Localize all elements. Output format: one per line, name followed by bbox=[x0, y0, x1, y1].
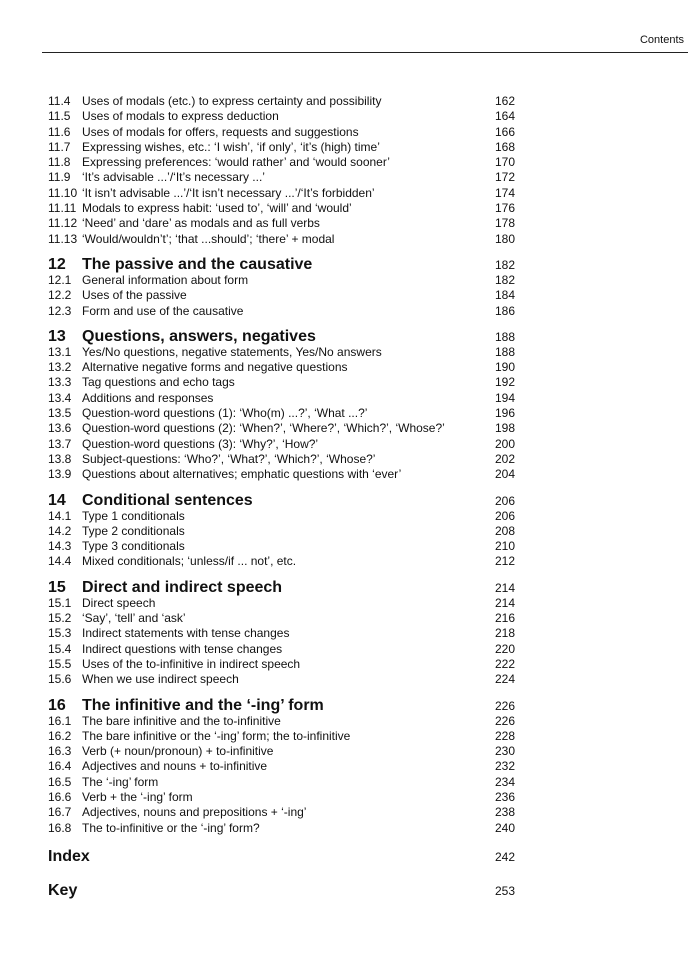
entry-page-number: 200 bbox=[495, 436, 516, 451]
entry-number: 16.3 bbox=[48, 744, 72, 759]
key-entry-page-number: 253 bbox=[495, 883, 516, 898]
entry-number: 14.2 bbox=[48, 523, 72, 538]
entry-number: 16.5 bbox=[48, 774, 72, 789]
toc-entry[interactable] bbox=[48, 390, 516, 406]
entry-page-number: 214 bbox=[495, 595, 516, 610]
entry-title: ‘Would/wouldn’t’; ‘that ...should’; ‘there’ + modal bbox=[82, 231, 335, 246]
entry-page-number: 240 bbox=[495, 820, 516, 835]
toc-entry[interactable] bbox=[48, 421, 516, 436]
entry-title: Expressing preferences: ‘would rather’ and ‘would sooner’ bbox=[82, 155, 390, 170]
toc-entry[interactable] bbox=[48, 375, 516, 390]
entry-number: 16.2 bbox=[48, 728, 72, 743]
toc-entry[interactable] bbox=[48, 672, 516, 687]
toc-entry[interactable] bbox=[48, 789, 516, 805]
entry-page-number: 186 bbox=[495, 303, 516, 318]
table-of-contents bbox=[48, 94, 518, 900]
chapter-page-number: 182 bbox=[495, 257, 516, 272]
entry-number: 13.2 bbox=[48, 360, 72, 375]
toc-entry[interactable] bbox=[48, 231, 516, 247]
entry-title: Questions about alternatives; emphatic questions with ‘ever’ bbox=[82, 467, 402, 482]
chapter-title: Direct and indirect speech bbox=[82, 578, 283, 596]
entry-page-number: 208 bbox=[495, 523, 516, 538]
toc-entry[interactable] bbox=[48, 820, 516, 836]
chapter-heading[interactable] bbox=[48, 491, 516, 509]
entry-title: Uses of modals for offers, requests and suggestions bbox=[82, 124, 359, 139]
index-entry-title: Index bbox=[48, 847, 90, 865]
entry-number: 13.7 bbox=[48, 436, 72, 451]
entry-page-number: 228 bbox=[495, 728, 516, 743]
entry-number: 15.1 bbox=[48, 595, 72, 610]
toc-entry[interactable] bbox=[48, 508, 516, 524]
toc-entry[interactable] bbox=[48, 170, 516, 185]
index-entry-page-number: 242 bbox=[495, 849, 516, 864]
entry-number: 13.3 bbox=[48, 375, 72, 390]
entry-number: 11.6 bbox=[48, 124, 71, 139]
entry-title: Type 2 conditionals bbox=[82, 523, 185, 538]
entry-page-number: 212 bbox=[495, 554, 516, 569]
entry-number: 13.1 bbox=[48, 344, 72, 359]
entry-title: Type 1 conditionals bbox=[82, 508, 185, 523]
toc-entry[interactable] bbox=[48, 406, 516, 421]
header-rule bbox=[42, 52, 688, 53]
entry-number: 15.5 bbox=[48, 656, 72, 671]
entry-number: 16.8 bbox=[48, 820, 72, 835]
entry-title: ‘Say’, ‘tell’ and ‘ask’ bbox=[82, 611, 186, 626]
toc-entry[interactable] bbox=[48, 124, 516, 140]
entry-number: 11.8 bbox=[48, 155, 71, 170]
entry-number: 11.4 bbox=[48, 94, 71, 108]
toc-entry[interactable] bbox=[48, 759, 516, 774]
entry-page-number: 168 bbox=[495, 139, 516, 154]
chapter-page-number: 214 bbox=[495, 580, 516, 595]
entry-title: ‘Need’ and ‘dare’ as modals and as full verbs bbox=[82, 216, 320, 231]
chapter-number: 14 bbox=[48, 491, 66, 509]
toc-entry[interactable] bbox=[48, 360, 516, 375]
toc-entry[interactable] bbox=[48, 109, 516, 124]
index-entry[interactable] bbox=[48, 847, 516, 866]
entry-title: Yes/No questions, negative statements, Yes/No answers bbox=[82, 344, 382, 359]
entry-page-number: 220 bbox=[495, 641, 516, 656]
toc-entry[interactable] bbox=[48, 436, 516, 452]
entry-number: 11.12 bbox=[48, 216, 78, 231]
chapter-heading[interactable] bbox=[48, 255, 516, 273]
chapter-title: Questions, answers, negatives bbox=[82, 327, 316, 345]
toc-entry[interactable] bbox=[48, 272, 516, 288]
entry-title: The to-infinitive or the ‘-ing’ form? bbox=[82, 820, 260, 835]
entry-page-number: 170 bbox=[495, 155, 516, 170]
entry-title: Verb + the ‘-ing’ form bbox=[82, 789, 193, 804]
entry-number: 12.1 bbox=[48, 272, 72, 287]
entry-number: 14.3 bbox=[48, 539, 72, 554]
entry-title: Question-word questions (2): ‘When?’, ‘Where?’, ‘Which?’, ‘Whose?’ bbox=[82, 421, 445, 436]
entry-page-number: 236 bbox=[495, 789, 516, 804]
entry-title: The bare infinitive and the to-infinitive bbox=[82, 713, 281, 728]
entry-page-number: 202 bbox=[495, 451, 516, 466]
entry-title: Verb (+ noun/pronoun) + to-infinitive bbox=[82, 744, 274, 759]
key-entry[interactable] bbox=[48, 881, 516, 900]
entry-title: Question-word questions (3): ‘Why?’, ‘How?’ bbox=[82, 436, 319, 451]
entry-page-number: 234 bbox=[495, 774, 516, 789]
entry-page-number: 174 bbox=[495, 185, 516, 200]
entry-number: 11.7 bbox=[48, 139, 71, 154]
entry-title: Indirect questions with tense changes bbox=[82, 641, 283, 656]
entry-page-number: 172 bbox=[495, 170, 516, 185]
entry-title: Additions and responses bbox=[82, 390, 214, 405]
entry-title: Form and use of the causative bbox=[82, 303, 244, 318]
toc-entry[interactable] bbox=[48, 774, 516, 790]
toc-entry[interactable] bbox=[48, 344, 516, 360]
entry-number: 11.13 bbox=[48, 231, 78, 246]
toc-entry[interactable] bbox=[48, 626, 516, 641]
chapter-heading[interactable] bbox=[48, 578, 516, 596]
toc-entry[interactable] bbox=[48, 728, 516, 744]
entry-page-number: 238 bbox=[495, 805, 516, 820]
entry-title: Question-word questions (1): ‘Who(m) ...?’, ‘What ...?’ bbox=[82, 406, 368, 421]
entry-title: When we use indirect speech bbox=[82, 672, 239, 687]
entry-page-number: 190 bbox=[495, 360, 516, 375]
toc-entry[interactable] bbox=[48, 451, 516, 467]
chapter-number: 12 bbox=[48, 255, 66, 273]
toc-entry[interactable] bbox=[48, 467, 516, 482]
toc-entry[interactable] bbox=[48, 595, 516, 611]
chapter-page-number: 226 bbox=[495, 698, 516, 713]
toc-entry[interactable] bbox=[48, 216, 516, 231]
entry-number: 13.4 bbox=[48, 390, 72, 405]
entry-title: Uses of the passive bbox=[82, 288, 187, 303]
entry-page-number: 226 bbox=[495, 713, 516, 728]
entry-title: Indirect statements with tense changes bbox=[82, 626, 290, 641]
entry-page-number: 222 bbox=[495, 656, 516, 671]
entry-number: 11.5 bbox=[48, 109, 71, 124]
chapter-number: 16 bbox=[48, 696, 66, 714]
chapter-title: Conditional sentences bbox=[82, 491, 253, 509]
entry-page-number: 206 bbox=[495, 508, 516, 523]
entry-page-number: 196 bbox=[495, 406, 516, 421]
entry-page-number: 178 bbox=[495, 216, 516, 231]
toc-entry[interactable] bbox=[48, 713, 516, 729]
entry-title: Subject-questions: ‘Who?’, ‘What?’, ‘Which?’, ‘Whose?’ bbox=[82, 451, 376, 466]
entry-page-number: 216 bbox=[495, 611, 516, 626]
entry-number: 15.4 bbox=[48, 641, 72, 656]
entry-title: ‘It’s advisable ...’/‘It’s necessary ...’ bbox=[82, 170, 265, 185]
toc-entry[interactable] bbox=[48, 656, 516, 672]
entry-page-number: 180 bbox=[495, 231, 516, 246]
entry-title: Expressing wishes, etc.: ‘I wish’, ‘if only’, ‘it’s (high) time’ bbox=[82, 139, 380, 154]
entry-page-number: 164 bbox=[495, 109, 516, 124]
entry-title: Direct speech bbox=[82, 595, 156, 610]
entry-page-number: 192 bbox=[495, 375, 516, 390]
entry-number: 13.5 bbox=[48, 406, 72, 421]
entry-title: Uses of modals to express deduction bbox=[82, 109, 279, 124]
entry-page-number: 230 bbox=[495, 744, 516, 759]
entry-number: 13.9 bbox=[48, 467, 72, 482]
toc-entry[interactable] bbox=[48, 201, 516, 216]
entry-page-number: 184 bbox=[495, 288, 516, 303]
entry-page-number: 232 bbox=[495, 759, 516, 774]
toc-entry[interactable] bbox=[48, 303, 516, 319]
entry-title: Uses of the to-infinitive in indirect speech bbox=[82, 656, 301, 671]
toc-entry[interactable] bbox=[48, 805, 516, 820]
entry-number: 16.4 bbox=[48, 759, 72, 774]
entry-number: 15.6 bbox=[48, 672, 72, 687]
chapter-page-number: 188 bbox=[495, 329, 516, 344]
chapter-title: The passive and the causative bbox=[82, 255, 313, 273]
entry-title: Type 3 conditionals bbox=[82, 539, 185, 554]
entry-page-number: 224 bbox=[495, 672, 516, 687]
entry-title: Adjectives and nouns + to-infinitive bbox=[82, 759, 268, 774]
entry-page-number: 188 bbox=[495, 344, 516, 359]
chapter-title: The infinitive and the ‘-ing’ form bbox=[82, 696, 324, 714]
entry-number: 12.2 bbox=[48, 288, 72, 303]
chapter-heading[interactable] bbox=[48, 327, 516, 345]
entry-page-number: 204 bbox=[495, 467, 516, 482]
entry-title: Mixed conditionals; ‘unless/if ... not’, etc. bbox=[82, 554, 297, 569]
toc-entry[interactable] bbox=[48, 288, 516, 303]
entry-number: 16.1 bbox=[48, 713, 72, 728]
entry-number: 11.11 bbox=[48, 201, 77, 216]
toc-entry[interactable] bbox=[48, 611, 516, 626]
entry-title: Uses of modals (etc.) to express certainty and possibility bbox=[82, 94, 382, 108]
chapter-number: 13 bbox=[48, 327, 66, 345]
entry-number: 13.6 bbox=[48, 421, 72, 436]
running-header: Contents bbox=[639, 34, 684, 46]
entry-title: ‘It isn’t advisable ...’/‘It isn’t necessary ...’/‘It’s forbidden’ bbox=[82, 185, 375, 200]
toc-entry[interactable] bbox=[48, 641, 516, 657]
entry-title: Tag questions and echo tags bbox=[82, 375, 235, 390]
entry-number: 11.10 bbox=[48, 185, 78, 200]
toc-entry[interactable] bbox=[48, 523, 516, 539]
entry-number: 13.8 bbox=[48, 451, 72, 466]
toc-entry[interactable] bbox=[48, 744, 516, 759]
entry-number: 14.1 bbox=[48, 508, 72, 523]
entry-page-number: 210 bbox=[495, 539, 516, 554]
toc-entry[interactable] bbox=[48, 94, 516, 109]
entry-page-number: 194 bbox=[495, 390, 516, 405]
entry-page-number: 182 bbox=[495, 272, 516, 287]
entry-title: Modals to express habit: ‘used to’, ‘will’ and ‘would’ bbox=[82, 201, 352, 216]
chapter-heading[interactable] bbox=[48, 696, 516, 714]
entry-page-number: 162 bbox=[495, 94, 516, 108]
chapter-page-number: 206 bbox=[495, 493, 516, 508]
entry-page-number: 176 bbox=[495, 201, 516, 216]
chapter-number: 15 bbox=[48, 578, 66, 596]
entry-title: Adjectives, nouns and prepositions + ‘-ing’ bbox=[82, 805, 307, 820]
entry-page-number: 218 bbox=[495, 626, 516, 641]
entry-number: 15.2 bbox=[48, 611, 72, 626]
toc-entry[interactable] bbox=[48, 185, 516, 201]
entry-page-number: 166 bbox=[495, 124, 516, 139]
entry-title: The bare infinitive or the ‘-ing’ form; the to-infinitive bbox=[82, 728, 351, 743]
entry-title: General information about form bbox=[82, 272, 249, 287]
entry-number: 15.3 bbox=[48, 626, 72, 641]
entry-number: 14.4 bbox=[48, 554, 72, 569]
entry-title: Alternative negative forms and negative questions bbox=[82, 360, 348, 375]
entry-number: 12.3 bbox=[48, 303, 72, 318]
toc-entry[interactable] bbox=[48, 554, 516, 569]
toc-entry[interactable] bbox=[48, 155, 516, 170]
entry-number: 16.7 bbox=[48, 805, 72, 820]
entry-page-number: 198 bbox=[495, 421, 516, 436]
toc-entry[interactable] bbox=[48, 139, 516, 155]
entry-title: The ‘-ing’ form bbox=[82, 774, 159, 789]
entry-number: 16.6 bbox=[48, 789, 72, 804]
entry-number: 11.9 bbox=[48, 170, 71, 185]
toc-entry[interactable] bbox=[48, 539, 516, 554]
key-entry-title: Key bbox=[48, 881, 78, 899]
